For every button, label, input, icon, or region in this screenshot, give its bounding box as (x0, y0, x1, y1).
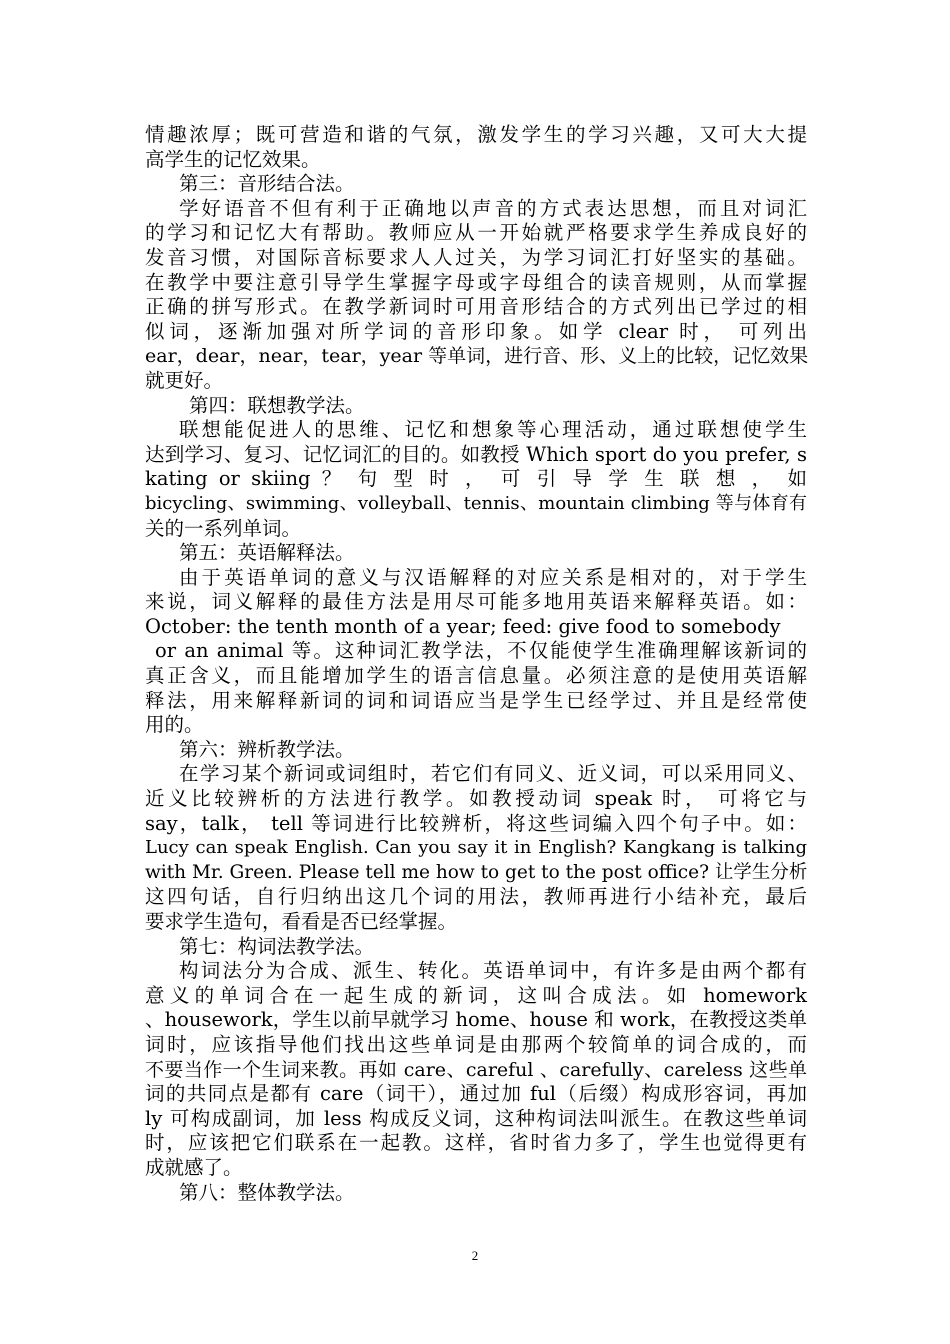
text-line: 由于英语单词的意义与汉语解释的对应关系是相对的，对于学生 (179, 565, 807, 589)
text-line: 用的。 (145, 713, 204, 737)
section-heading: 第六：辨析教学法。 (179, 737, 355, 761)
text-line: 学好语音不但有利于正确地以声音的方式表达思想，而且对词汇 (179, 196, 807, 220)
document-body (145, 123, 807, 1205)
text-line: 达到学习、复习、记忆词汇的目的。如教授 Which sport do you prefer, s (145, 442, 807, 466)
text-line: 在学习某个新词或词组时，若它们有同义、近义词，可以采用同义、 (179, 762, 807, 786)
text-line: 要求学生造句，看看是否已经掌握。 (145, 910, 458, 933)
text-line: say，talk， tell 等词进行比较辨析，将这些词编入四个句子中。如： (145, 811, 807, 835)
text-line: kating or skiing ？ 句 型 时 ， 可 引 导 学 生 联 想 ， 如 (145, 467, 807, 491)
text-line: 情趣浓厚；既可营造和谐的气氛，激发学生的学习兴趣，又可大大提 (145, 123, 807, 146)
section-heading: 第三：音形结合法。 (179, 172, 355, 196)
text-line: with Mr. Green. Please tell me how to get to the post office? 让学生分析 (145, 861, 808, 883)
text-line: 就更好。 (145, 368, 224, 392)
text-line: 关的一系列单词。 (145, 516, 302, 540)
text-line: 、housework，学生以前早就学习 home、house 和 work，在教授这类单 (145, 1008, 807, 1032)
text-line: 近义比较辨析的方法进行教学。如教授动词 speak 时， 可将它与 (145, 787, 807, 811)
text-line: 联想能促进人的思维、记忆和想象等心理活动，通过联想使学生 (179, 418, 807, 442)
text-line: 高学生的记忆效果。 (145, 147, 321, 171)
text-line: 真正含义，而且能增加学生的语言信息量。必须注意的是使用英语解 (145, 664, 807, 688)
text-line: ly 可构成副词，加 less 构成反义词，这种构词法叫派生。在教这些单词 (145, 1106, 807, 1130)
text-line: 时，应该把它们联系在一起教。这样，省时省力多了，学生也觉得更有 (145, 1131, 807, 1155)
text-line: 在教学中要注意引导学生掌握字母或字母组合的读音规则，从而掌握 (145, 270, 807, 294)
text-line: 的学习和记忆大有帮助。教师应从一开始就严格要求学生养成良好的 (145, 221, 807, 245)
text-line: 词时，应该指导他们找出这些单词是由那两个较简单的词合成的，而 (145, 1032, 807, 1056)
text-line: 正确的拼写形式。在教学新词时可用音形结合的方式列出已学过的相 (145, 295, 807, 319)
text-line: 来说，词义解释的最佳方法是用尽可能多地用英语来解释英语。如： (145, 590, 807, 614)
text-line: bicycling、swimming、volleyball、tennis、mountain climbing 等与体育有 (145, 492, 807, 514)
text-line: 意义的单词合在一起生成的新词，这叫合成法。如 homework (145, 983, 807, 1007)
text-line: Lucy can speak English. Can you say it in English? Kangkang is talking (145, 837, 807, 859)
text-line: 这四句话，自行归纳出这几个词的用法，教师再进行小结补充，最后 (145, 885, 807, 909)
text-line: 构词法分为合成、派生、转化。英语单词中，有许多是由两个都有 (179, 959, 807, 983)
text-line: 发音习惯，对国际音标要求人人过关，为学习词汇打好坚实的基础。 (145, 245, 807, 269)
text-line: October: the tenth month of a year; feed: give food to somebody (145, 614, 781, 638)
text-line: 不要当作一个生词来教。再如 care、careful 、carefully、careless 这些单 (145, 1058, 807, 1081)
section-heading: 第四：联想教学法。 (189, 393, 365, 417)
text-line: ear，dear，near，tear，year 等单词，进行音、形、义上的比较，记忆效果 (145, 345, 809, 368)
text-line: 词的共同点是都有 care（词干），通过加 ful（后缀）构成形容词，再加 (145, 1082, 807, 1106)
text-line: 释法，用来解释新词的词和词语应当是学生已经学过、并且是经常使 (145, 688, 807, 712)
section-heading: 第五：英语解释法。 (179, 541, 355, 565)
text-line: 似词，逐渐加强对所学词的音形印象。如学 clear 时， 可列出 (145, 319, 807, 343)
section-heading: 第八：整体教学法。 (179, 1180, 355, 1204)
text-line: or an animal 等。这种词汇教学法，不仅能使学生准确理解该新词的 (155, 639, 807, 663)
page-number: 2 (471, 1248, 479, 1263)
section-heading: 第七：构词法教学法。 (179, 934, 375, 958)
text-line: 成就感了。 (145, 1155, 243, 1179)
